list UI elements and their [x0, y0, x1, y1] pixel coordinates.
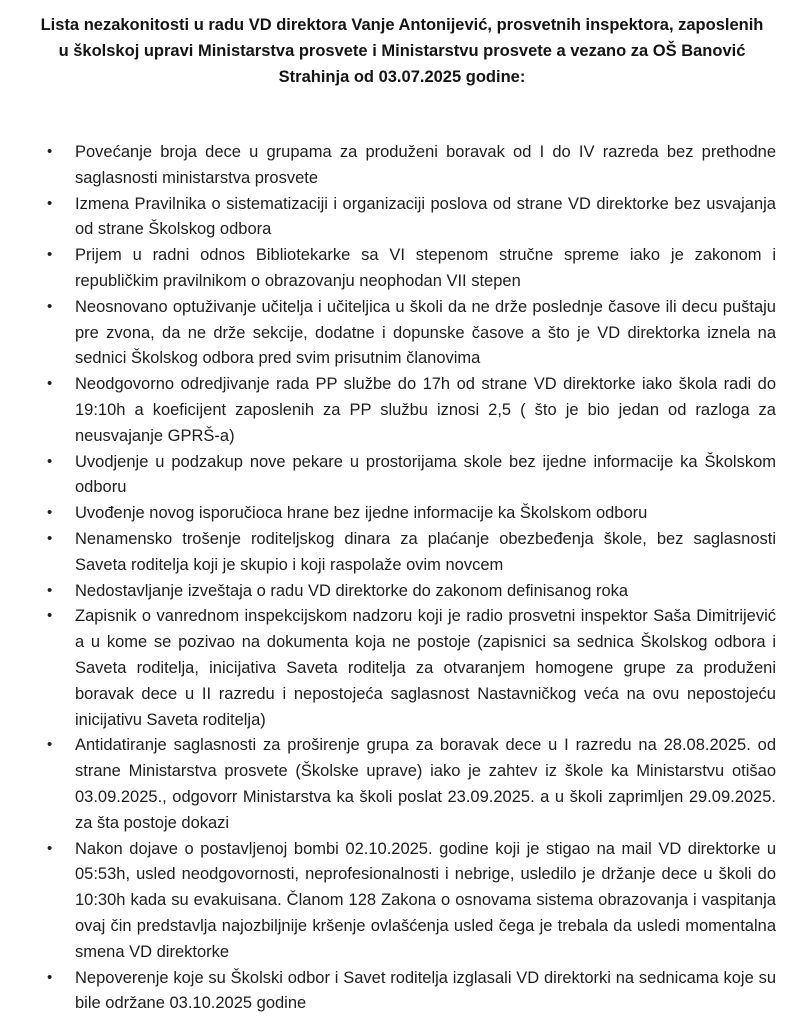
- list-item-text: Nepoverenje koje su Školski odbor i Savet roditelja izglasali VD direktorki na sednicama koje su bile održane 03.10.2025 godine: [75, 968, 776, 1013]
- list-item-text: Neodgovorno odredjivanje rada PP službe do 17h od strane VD direktorke iako škola radi do 19:10h a koeficijent zaposlenih za PP službu iznosi 2,5 ( što je bio jedan od razloga za neusvajanje GPRŠ-a): [75, 375, 776, 445]
- list-item: [47, 604, 776, 733]
- list-item-text: Uvodjenje u podzakup nove pekare u prostorijama skole bez ijedne informacije ka Školskom odboru: [75, 452, 776, 497]
- list-item-text: Uvođenje novog isporučioca hrane bez ijedne informacije ka Školskom odboru: [75, 504, 648, 523]
- list-item-text: Nedostavljanje izveštaja o radu VD direktorke do zakonom definisanog roka: [75, 581, 629, 600]
- list-item: [47, 527, 776, 579]
- bullet-icon: •: [47, 529, 53, 547]
- list-item: [47, 501, 776, 527]
- bullet-icon: •: [47, 297, 53, 315]
- title-line-1: Lista nezakonitosti u radu VD direktora Vanje Antonijević, prosvetnih inspektora, zaposlenih: [40, 16, 764, 34]
- list-item-text: Povećanje broja dece u grupama za produženi boravak od I do IV razreda bez prethodne saglasnosti ministarstva prosvete: [75, 143, 776, 187]
- bullet-icon: •: [47, 375, 53, 393]
- bullet-icon: •: [47, 736, 53, 754]
- list-item-text: Neosnovano optuživanje učitelja i učiteljica u školi da ne drže poslednje časove ili decu puštaju pre zvona, da ne drže sekcije, dodatne i dopunske časove a što je VD direktorka iznela na sednici Školskog odbora pred svim prisutnim članovima: [75, 297, 776, 368]
- list-item: [47, 966, 776, 1018]
- list-item: [47, 579, 776, 605]
- bullet-icon: •: [47, 581, 53, 599]
- bullet-icon: •: [47, 452, 53, 470]
- bullet-icon: •: [47, 607, 53, 625]
- list-item: [47, 837, 776, 966]
- page-title: [28, 12, 776, 90]
- list-item-text: Zapisnik o vanrednom inspekcijskom nadzoru koji je radio prosvetni inspektor Saša Dimitrijević a u kome se pozivao na dokumenta koja ne postoje (zapisnici sa sednica Školskog odbora i Saveta roditelja, inicijativa Saveta roditelja za otvaranjem homogene grupe za produženi boravak dece u II razredu i nepostojeća saglasnost Nastavničkog veća na ovu nepostojeću inicijativu Saveta roditelja): [75, 607, 776, 729]
- list-item: [47, 450, 776, 502]
- list-item: [47, 295, 776, 372]
- list-item: [47, 733, 776, 836]
- list-item-text: Antidatiranje saglasnosti za proširenje grupa za boravak dece u I razredu na 28.08.2025. od strane Ministarstva prosvete (Školske uprave) iako je zahtev iz škole ka Ministarstvu otišao 03.09.2025., odgovorr Ministarstva ka školi poslat 23.09.2025. a u školi zaprimljen 29.09.2025. za šta postoje dokazi: [75, 736, 776, 832]
- illegality-list: [28, 140, 776, 1017]
- bullet-icon: •: [47, 839, 53, 857]
- list-item: [47, 192, 776, 244]
- bullet-icon: •: [47, 143, 53, 160]
- bullet-icon: •: [47, 194, 53, 212]
- list-item-text: Izmena Pravilnika o sistematizaciji i organizaciji poslova od strane VD direktorke bez usvajanja od strane Školskog odbora: [75, 194, 776, 239]
- list-item: [47, 372, 776, 449]
- bullet-icon: •: [47, 246, 53, 264]
- bullet-icon: •: [47, 968, 53, 986]
- title-line-3: Strahinja od 03.07.2025 godine:: [278, 68, 526, 86]
- list-item-text: Nakon dojave o postavljenoj bombi 02.10.2025. godine koji je stigao na mail VD direktorke u 05:53h, usled neodgovornosti, neprofesionalnosti i nebrige, usledilo je držanje dece u školi do 10:30h kada su evakuisana. Članom 128 Zakona o osnovama sistema obrazovanja i vaspitanja ovaj čin predstavlja najozbiljnije kršenje ovlašćenja usled čega je trebala da usledi momentalna smena VD direktorke: [75, 839, 776, 961]
- title-line-2: u školskoj upravi Ministarstva prosvete i Ministarstvu prosvete a vezano za OŠ Banović: [58, 42, 746, 60]
- list-item: [47, 243, 776, 295]
- list-item-text: Prijem u radni odnos Bibliotekarke sa VI stepenom stručne spreme iako je zakonom i republičkim pravilnikom o obrazovanju neophodan VII stepen: [75, 246, 776, 290]
- bullet-icon: •: [47, 504, 53, 522]
- list-item-text: Nenamensko trošenje roditeljskog dinara za plaćanje obezbeđenja škole, bez saglasnosti Saveta roditelja koji je skupio i koji raspolaže ovim novcem: [75, 529, 776, 574]
- list-item: [47, 140, 776, 192]
